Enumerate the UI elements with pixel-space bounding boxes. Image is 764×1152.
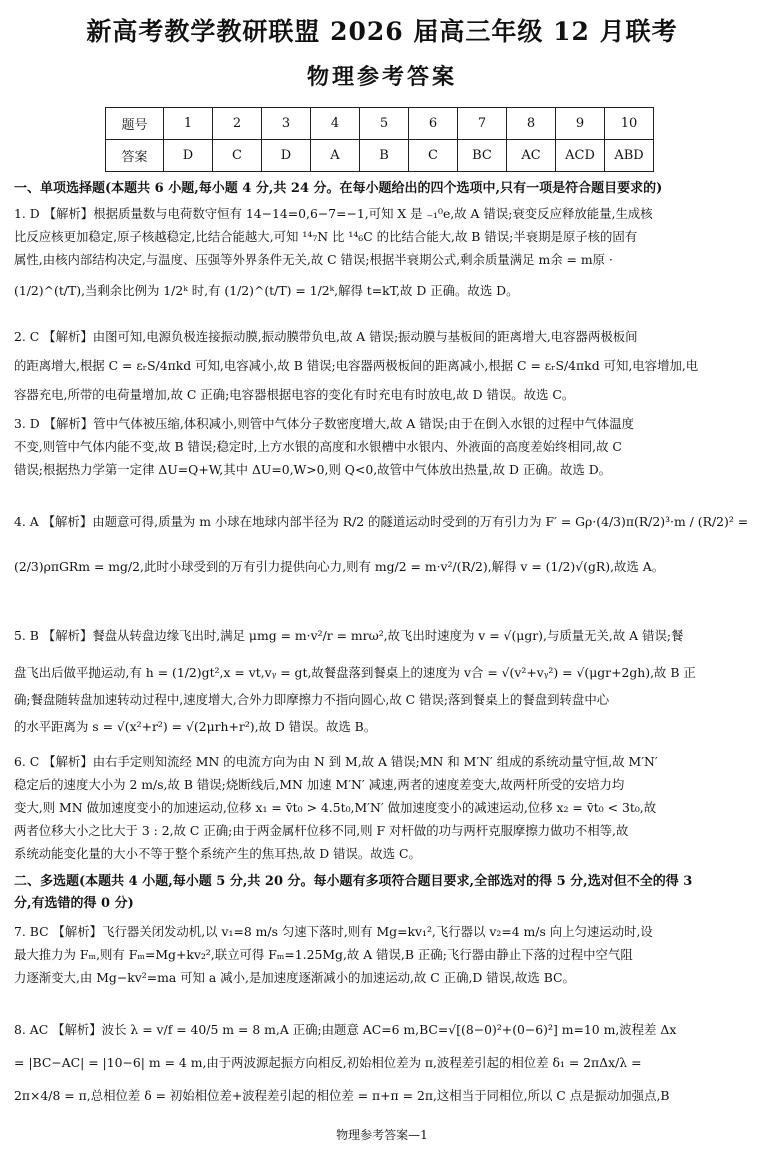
section-heading-line: 分,有选错的得 0 分) bbox=[14, 896, 134, 911]
text-line: 变大,则 MN 做加速度变小的加速运动,位移 x₁ = v̄t₀ > 4.5t₀,M′N′ 做加速度变小的减速运动,位移 x₂ = v̄t₀ < 3t₀,故 bbox=[14, 800, 657, 815]
question-1-explanation bbox=[14, 202, 758, 302]
table-cell: C bbox=[213, 140, 262, 172]
answer-table bbox=[105, 107, 654, 172]
table-cell: 2 bbox=[213, 108, 262, 140]
section-heading-multi-choice bbox=[14, 871, 758, 915]
table-cell: 10 bbox=[605, 108, 654, 140]
section-heading-line: 二、多选题(本题共 4 小题,每小题 5 分,共 20 分。每小题有多项符合题目要求,全部选对的得 5 分,选对但不全的得 3 bbox=[14, 874, 693, 889]
text-line: 4. A 【解析】由题意可得,质量为 m 小球在地球内部半径为 R/2 的隧道运动时受到的万有引力为 F′ = Gρ·(4/3)π(R/2)³·m / (R/2)² = bbox=[14, 514, 749, 529]
page-subtitle: 物理参考答案 bbox=[306, 64, 457, 90]
text-line: 1. D 【解析】根据质量数与电荷数守恒有 14−14=0,6−7=−1,可知 X 是 ₋₁⁰e,故 A 错误;衰变反应释放能量,生成核 bbox=[14, 206, 653, 221]
table-cell: 7 bbox=[458, 108, 507, 140]
table-cell: 5 bbox=[360, 108, 409, 140]
text-line: 力逐渐变大,由 Mg−kv²=ma 可知 a 减小,是加速度逐渐减小的加速运动,故 C 正确,D 错误,故选 BC。 bbox=[14, 970, 575, 985]
table-cell: 6 bbox=[409, 108, 458, 140]
section-heading-single-choice: 一、单项选择题(本题共 6 小题,每小题 4 分,共 24 分。在每小题给出的四个选项中,只有一项是符合题目要求的) bbox=[14, 181, 663, 196]
text-line: = |BC−AC| = |10−6| m = 4 m,由于两波源起振方向相反,初始相位差为 π,波程差引起的相位差 δ₁ = 2πΔx/λ = bbox=[14, 1055, 642, 1070]
table-cell: 1 bbox=[164, 108, 213, 140]
text-line: 7. BC 【解析】飞行器关闭发动机,以 v₁=8 m/s 匀速下落时,则有 Mg=kv₁²,飞行器以 v₂=4 m/s 向上匀速运动时,设 bbox=[14, 924, 653, 939]
question-8-explanation bbox=[14, 1018, 758, 1107]
table-cell: A bbox=[311, 140, 360, 172]
page-footer: 物理参考答案—1 bbox=[336, 1128, 428, 1142]
table-cell: 4 bbox=[311, 108, 360, 140]
text-line: 8. AC 【解析】波长 λ = v/f = 40/5 m = 8 m,A 正确;由题意 AC=6 m,BC=√[(8−0)²+(0−6)²] m=10 m,波程差 Δx bbox=[14, 1022, 677, 1037]
text-line: 比反应核更加稳定,原子核越稳定,比结合能越大,可知 ¹⁴₇N 比 ¹⁴₆C 的比结合能大,故 B 错误;半衰期是原子核的固有 bbox=[14, 229, 638, 244]
table-row-answers bbox=[106, 140, 654, 172]
text-line: 两者位移大小之比大于 3 : 2,故 C 正确;由于两金属杆位移不同,则 F 对杆做的功与两杆克服摩擦力做功不相等,故 bbox=[14, 823, 629, 838]
text-line: 确;餐盘随转盘加速转动过程中,速度增大,合外力即摩擦力不指向圆心,故 C 错误;落到餐桌上的餐盘到转盘中心 bbox=[14, 692, 610, 707]
table-cell: D bbox=[164, 140, 213, 172]
text-line: 系统动能变化量的大小不等于整个系统产生的焦耳热,故 D 错误。故选 C。 bbox=[14, 846, 421, 861]
table-cell: AC bbox=[507, 140, 556, 172]
exam-title: 新高考教学教研联盟 2026 届高三年级 12 月联考 bbox=[86, 17, 678, 46]
text-line: 的距离增大,根据 C = εᵣS/4πkd 可知,电容减小,故 B 错误;电容器两极板间的距离减小,根据 C = εᵣS/4πkd 可知,电容增加,电 bbox=[14, 358, 699, 373]
question-5-explanation bbox=[14, 624, 758, 738]
table-cell: 3 bbox=[262, 108, 311, 140]
question-4-explanation bbox=[14, 510, 758, 578]
table-cell: 8 bbox=[507, 108, 556, 140]
text-line: 稳定后的速度大小为 2 m/s,故 B 错误;烧断线后,MN 加速 M′N′ 减速,两者的速度差变大,故两杆所受的安培力均 bbox=[14, 777, 625, 792]
table-cell: B bbox=[360, 140, 409, 172]
question-7-explanation bbox=[14, 920, 758, 989]
table-cell: D bbox=[262, 140, 311, 172]
text-line: 最大推力为 Fₘ,则有 Fₘ=Mg+kv₂²,联立可得 Fₘ=1.25Mg,故 A 错误,B 正确;飞行器由静止下落的过程中空气阻 bbox=[14, 947, 633, 962]
table-cell: 9 bbox=[556, 108, 605, 140]
text-line: 的水平距离为 s = √(x²+r²) = √(2μrh+r²),故 D 错误。故选 B。 bbox=[14, 719, 377, 734]
text-line: 盘飞出后做平抛运动,有 h = (1/2)gt²,x = vt,vᵧ = gt,故餐盘落到餐桌上的速度为 v合 = √(v²+vᵧ²) = √(μgr+2gh),故 B 正 bbox=[14, 665, 696, 680]
text-line: 3. D 【解析】管中气体被压缩,体积减小,则管中气体分子数密度增大,故 A 错误;由于在倒入水银的过程中气体温度 bbox=[14, 416, 635, 431]
question-6-explanation bbox=[14, 750, 758, 865]
question-3-explanation bbox=[14, 412, 758, 481]
text-line: 属性,由核内部结构决定,与温度、压强等外界条件无关,故 C 错误;根据半衰期公式,剩余质量满足 m余 = m原 · bbox=[14, 252, 613, 267]
table-cell: BC bbox=[458, 140, 507, 172]
text-line: 2π×4/8 = π,总相位差 δ = 初始相位差+波程差引起的相位差 = π+π = 2π,这相当于同相位,所以 C 点是振动加强点,B bbox=[14, 1088, 670, 1103]
table-cell: C bbox=[409, 140, 458, 172]
text-line: 不变,则管中气体内能不变,故 B 错误;稳定时,上方水银的高度和水银槽中水银内、外液面的高度差始终相同,故 C bbox=[14, 439, 622, 454]
text-line: (2/3)ρπGRm = mg/2,此时小球受到的万有引力提供向心力,则有 mg/2 = m·v²/(R/2),解得 v = (1/2)√(gR),故选 A。 bbox=[14, 559, 665, 574]
text-line: 容器充电,所带的电荷量增加,故 C 正确;电容器根据电容的变化有时充电有时放电,故 D 错误。故选 C。 bbox=[14, 387, 575, 402]
table-cell: 题号 bbox=[106, 108, 164, 140]
text-line: 6. C 【解析】由右手定则知流经 MN 的电流方向为由 N 到 M,故 A 错误;MN 和 M′N′ 组成的系统动量守恒,故 M′N′ bbox=[14, 754, 658, 769]
text-line: 5. B 【解析】餐盘从转盘边缘飞出时,满足 μmg = m·v²/r = mrω²,故飞出时速度为 v = √(μgr),与质量无关,故 A 错误;餐 bbox=[14, 628, 684, 643]
table-cell: ACD bbox=[556, 140, 605, 172]
table-cell: ABD bbox=[605, 140, 654, 172]
question-2-explanation bbox=[14, 325, 758, 406]
text-line: 错误;根据热力学第一定律 ΔU=Q+W,其中 ΔU=0,W>0,则 Q<0,故管中气体放出热量,故 D 正确。故选 D。 bbox=[14, 462, 612, 477]
table-row-question-numbers bbox=[106, 108, 654, 140]
table-cell: 答案 bbox=[106, 140, 164, 172]
text-line: (1/2)^(t/T),当剩余比例为 1/2ᵏ 时,有 (1/2)^(t/T) = 1/2ᵏ,解得 t=kT,故 D 正确。故选 D。 bbox=[14, 283, 519, 298]
text-line: 2. C 【解析】由图可知,电源负极连接振动膜,振动膜带负电,故 A 错误;振动膜与基板间的距离增大,电容器两极板间 bbox=[14, 329, 638, 344]
